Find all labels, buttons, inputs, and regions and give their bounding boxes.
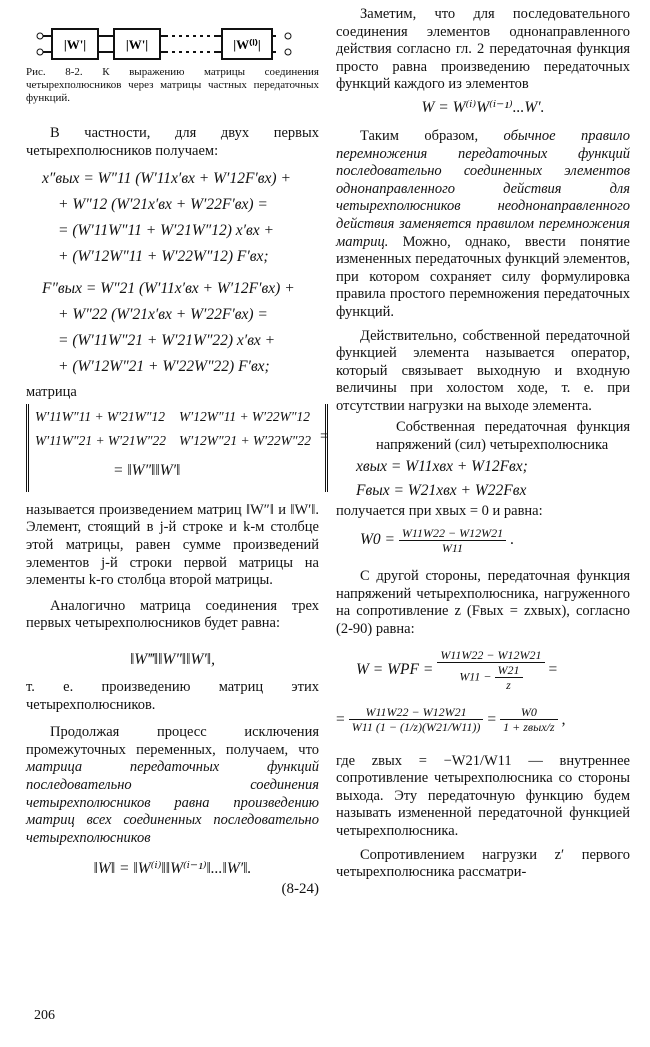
matrix-block	[26, 404, 329, 496]
eq-wpf2-denominator: W11 (1 − (1/z)(W21/W11))	[351, 720, 481, 735]
eq-w0-denominator: W11	[441, 541, 464, 556]
eq-f-line-1: F″вых = W″21 (W′11x′вх + W′12F′вх) +	[42, 280, 295, 298]
eq-x-line-3: = (W′11W″11 + W′21W″12) x′вх +	[58, 222, 274, 240]
eq-x-line-2: + W″12 (W′21x′вх + W′22F′вх) =	[58, 196, 268, 214]
equation-number: (8-24)	[281, 881, 319, 898]
eq-wpf2-right-num: W0	[500, 705, 557, 720]
p2-normal-c: Можно, однако, ввести понятие измененных передаточных функций элементов, при котором сохраняет силу формулировка правила простого перемножения передаточных функций.	[336, 233, 630, 320]
eq-wpf-inner-fraction	[495, 663, 523, 692]
eq-wpf-lhs: W = WPF =	[356, 660, 434, 678]
matrix-cell-11: W′11W″11 + W′21W″12	[35, 408, 165, 424]
eq-wpf-numerator: W11W22 − W12W21	[437, 648, 544, 663]
p5-italic: матрица передаточных функций последовательно соединения четырехполюсников равна произведению матриц всех соединенных последовательно четырехполюсников	[26, 759, 319, 846]
eq-x-line-4: + (W′12W″11 + W′22W″12) F′вх;	[58, 248, 269, 266]
eq-wpf-simplified	[336, 695, 630, 745]
eq-x-line-1: x″вых = W″11 (W′11x′вх + W′12F′вх) +	[42, 170, 291, 188]
p2-normal-a: Таким образом,	[360, 127, 504, 144]
right-paragraph-6: С другой стороны, передаточная функция напряжений четырехполюсника, нагруженного на сопротивление z (Fвых = zxвых), согласно (2-90) равна:	[336, 568, 630, 638]
eq-wpf2-right-fraction	[500, 705, 557, 734]
eq-product-w: W = W⁽ⁱ⁾W⁽ⁱ⁻¹⁾...W′.	[421, 98, 545, 116]
eq-wpf-denominator	[437, 663, 544, 692]
caption-text: К выражению матрицы соединения четырехполюсников через матрицы частных передаточных функций.	[26, 66, 319, 104]
matrix-label: матрица	[26, 384, 77, 401]
eq-f-line-4: + (W′12W″21 + W′22W″22) F′вх;	[58, 358, 270, 376]
eq-f-out: Fвых = W21xвх + W22Fвх	[356, 481, 527, 499]
matrix-cell-21: W′11W″21 + W′21W″22	[35, 432, 166, 448]
eq-wpf-equals: =	[548, 660, 558, 678]
eq-wpf-inner-num: W21	[495, 663, 523, 678]
left-column	[26, 26, 329, 899]
matrix-brackets	[26, 404, 328, 492]
left-paragraph-3: Аналогично матрица соединения трех первых четырехполюсников будет равна:	[26, 597, 319, 632]
eq-wpf2-equals: =	[487, 710, 497, 728]
left-paragraph-1: В частности, для двух первых четырехполюсников получаем:	[26, 125, 319, 159]
block-2-label: |W'|	[125, 37, 149, 52]
page-number: 206	[34, 1008, 55, 1023]
right-paragraph-7: где zвых = −W21/W11 — внутреннее сопротивление четырехполюсника со стороны выхода. Эту передаточную функцию будем называть измененной передаточной функцией четырехполюсника.	[336, 752, 630, 839]
matrix-equals: =	[320, 427, 329, 445]
right-paragraph-1: Заметим, что для последовательного соединения элементов однонаправленного действия согласно гл. 2 передаточная функция просто равна произведению передаточных функций каждого из элементов	[336, 6, 630, 93]
equation-f-block	[26, 276, 319, 380]
right-column	[336, 6, 630, 882]
eq-wpf-den-part: W11 −	[459, 668, 492, 683]
matrix-cell-22: W′12W″21 + W′22W″22	[179, 432, 311, 448]
right-paragraph-5: получается при xвых = 0 и равна:	[336, 502, 543, 519]
right-paragraph-2	[336, 128, 630, 322]
figure-caption	[26, 66, 319, 105]
eq-wpf-fraction	[437, 648, 544, 692]
eq-wpf2-fraction	[349, 705, 484, 734]
eq-three-matrices: ‖W‴‖‖W″‖‖W′‖,	[129, 650, 216, 668]
caption-label: Рис. 8-2.	[26, 66, 83, 78]
eq-w0-lhs: W0 =	[360, 531, 395, 549]
p2-italic: обычное правило перемножения передаточных функций последовательно соединенных элементов однонаправленного действия для четырехполюсников неоднонаправленного действия заменяется правилом перемножения матриц.	[336, 127, 630, 250]
eq-wpf-inner-den: z	[506, 677, 511, 692]
block-1-label: |W'|	[63, 37, 87, 52]
block-3-label: |W⁽ⁱ⁾|	[233, 37, 261, 52]
eq-w0-numerator: W11W22 − W12W21	[399, 526, 506, 541]
four-pole-chain-diagram	[26, 26, 319, 62]
eq-wpf2-comma: ,	[561, 710, 566, 728]
right-paragraph-4: Собственная передаточная функция напряжений (сил) четырехполюсника	[376, 419, 630, 454]
eq-f-line-3: = (W′11W″21 + W′21W″22) x′вх +	[58, 332, 276, 350]
eq-wpf	[336, 645, 630, 695]
eq-f-line-2: + W″22 (W′21x′вх + W′22F′вх) =	[58, 306, 268, 324]
equation-x-block	[26, 166, 319, 270]
matrix-cell-12: W′12W″11 + W′22W″12	[179, 408, 310, 424]
left-paragraph-4: т. е. произведению матриц этих четырехполюсников.	[26, 678, 319, 713]
eq-w0: W0 = $\frac{W11W22 - W12W21}{W11}$ .	[360, 526, 514, 556]
left-paragraph-2: называется произведением матриц ‖W″‖ и ‖W′‖. Элемент, стоящий в j-й строке и k-м столбце этой матрицы, равен сумме произведений элементов j-й строки первой матрицы на элементы k-го столбца второй матрицы.	[26, 501, 319, 589]
figure-8-2	[26, 26, 319, 62]
left-paragraph-5	[26, 724, 319, 847]
eq-final-product: ‖W‖ = ‖W⁽ⁱ⁾‖‖W⁽ⁱ⁻¹⁾‖...‖W′‖.	[93, 860, 252, 878]
eq-wpf2-numerator: W11W22 − W12W21	[349, 705, 484, 720]
matrix-product: = ‖W″‖‖W′‖	[113, 461, 181, 479]
right-paragraph-8: Сопротивлением нагрузки z′ первого четырехполюсника рассматри-	[336, 846, 630, 881]
eq-w0-fraction	[399, 526, 506, 555]
eq-wpf2-leading: =	[336, 710, 345, 728]
right-paragraph-3: Действительно, собственной передаточной функцией элемента называется оператор, который связывает выходную и входную величины при холостом ходе, т. е. при отсутствии нагрузки на выходе элемента.	[336, 327, 630, 414]
p5-normal: Продолжая процесс исключения промежуточных переменных, получаем, что	[26, 724, 319, 758]
eq-x-out: xвых = W11xвх + W12Fвх;	[356, 457, 528, 475]
eq-wpf2-right-den: 1 + zвых/z	[503, 720, 555, 735]
